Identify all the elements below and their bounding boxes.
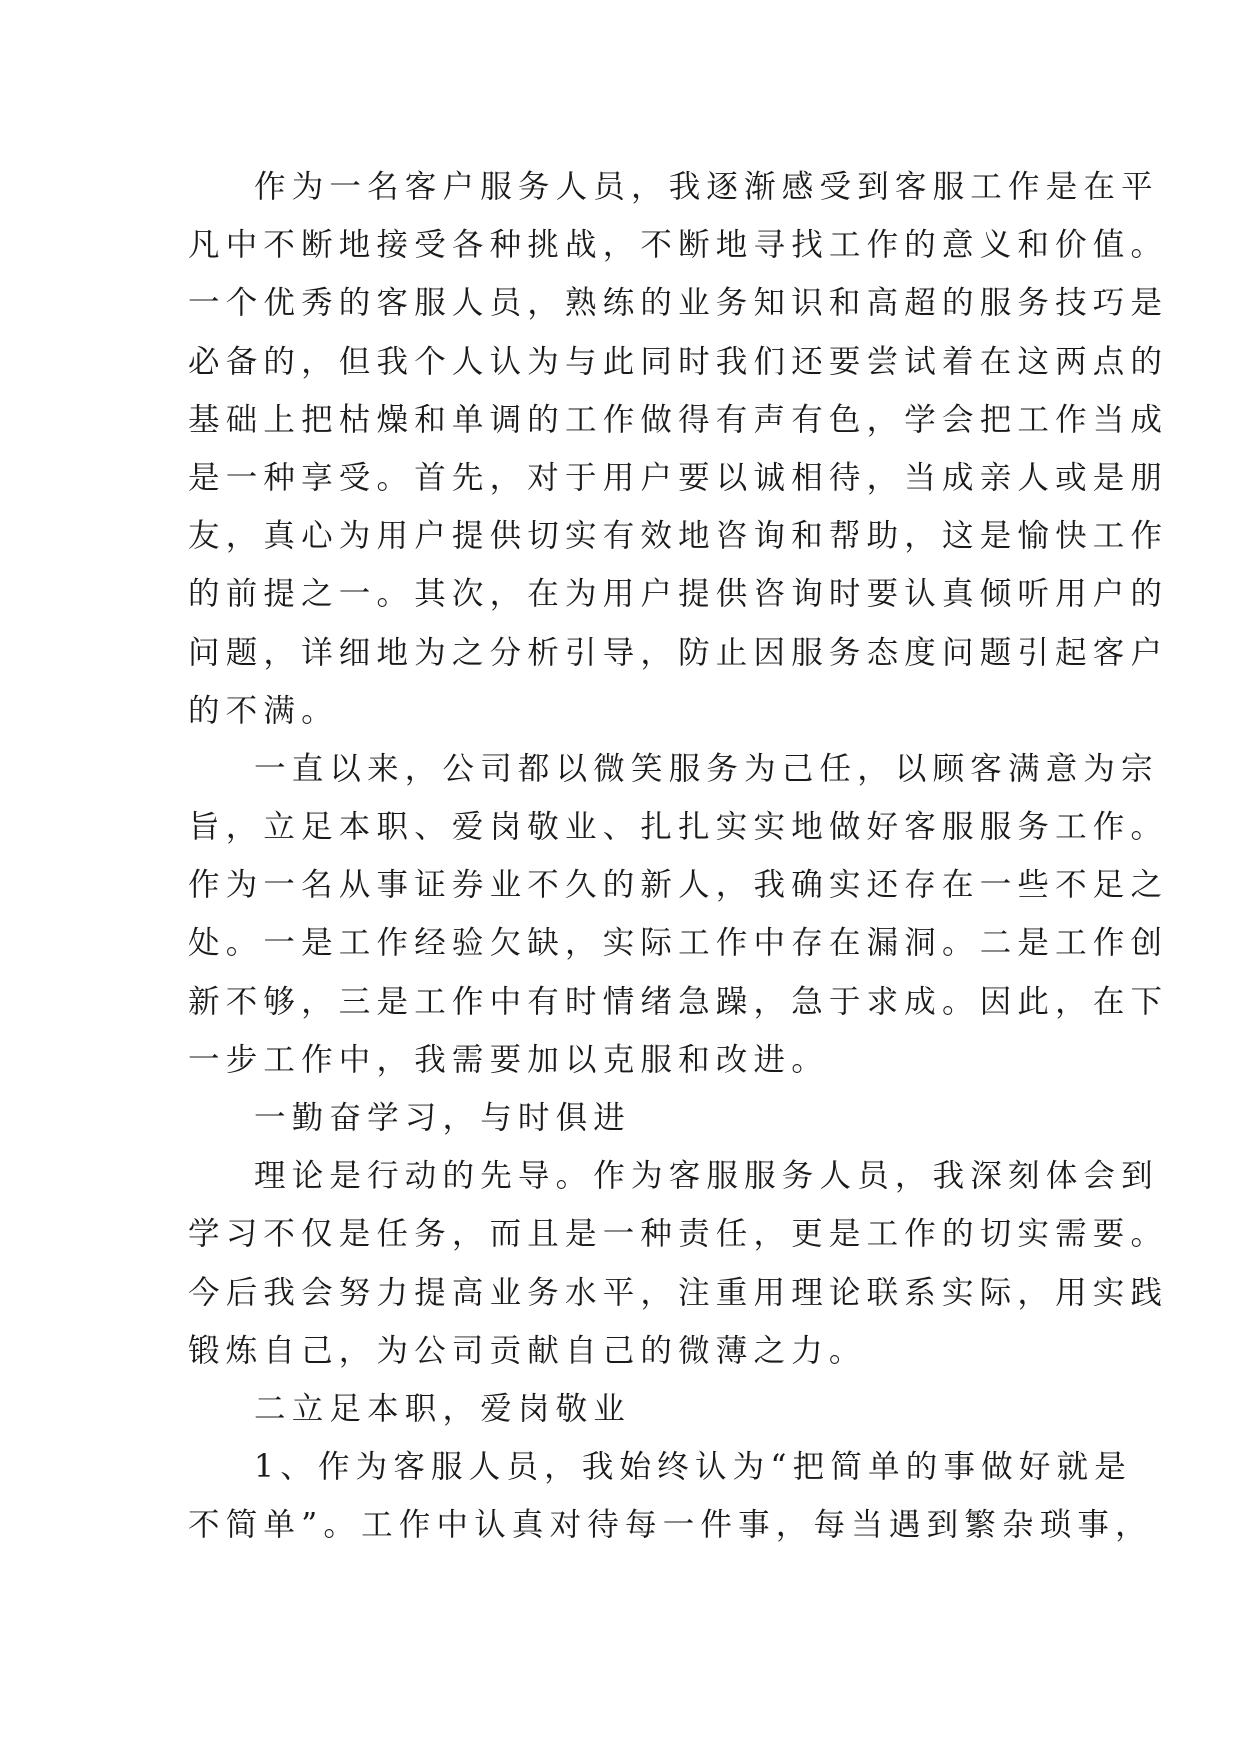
text-line: 必备的，但我个人认为与此同时我们还要尝试着在这两点的 xyxy=(188,343,1169,380)
document-body xyxy=(188,158,1169,1555)
paragraph-shortcomings xyxy=(188,740,1169,1089)
text-line: 一个优秀的客服人员，熟练的业务知识和高超的服务技巧是 xyxy=(188,285,1169,322)
text-line: 的前提之一。其次，在为用户提供咨询时要认真倾听用户的 xyxy=(188,576,1169,613)
text-line: 锻炼自己，为公司贡献自己的微薄之力。 xyxy=(188,1332,867,1369)
text-line: 问题，详细地为之分析引导，防止因服务态度问题引起客户 xyxy=(188,634,1169,671)
paragraph-intro xyxy=(188,158,1169,740)
text-line: 作为一名客户服务人员，我逐渐感受到客服工作是在平 xyxy=(254,169,1159,205)
heading-line: 一勤奋学习，与时俱进 xyxy=(254,1100,632,1136)
text-line: 新不够，三是工作中有时情绪急躁，急于求成。因此，在下 xyxy=(188,983,1169,1020)
text-line: 友，真心为用户提供切实有效地咨询和帮助，这是愉快工作 xyxy=(188,518,1169,555)
text-line: 基础上把枯燥和单调的工作做得有声有色，学会把工作当成 xyxy=(188,401,1169,438)
text-line: 作为一名从事证券业不久的新人，我确实还存在一些不足之 xyxy=(188,867,1169,904)
text-line: 是一种享受。首先，对于用户要以诚相待，当成亲人或是朋 xyxy=(188,459,1169,496)
paragraph-study xyxy=(188,1147,1169,1380)
heading-line: 二立足本职，爱岗敬业 xyxy=(254,1390,632,1427)
text-line: 1、作为客服人员，我始终认为“把简单的事做好就是 xyxy=(254,1449,1132,1486)
text-line: 一步工作中，我需要加以克服和改进。 xyxy=(188,1041,829,1078)
text-line: 旨，立足本职、爱岗敬业、扎扎实实地做好客服服务工作。 xyxy=(188,809,1169,846)
text-line: 的不满。 xyxy=(188,692,339,729)
text-line: 理论是行动的先导。作为客服服务人员，我深刻体会到 xyxy=(254,1158,1159,1195)
text-line: 不简单”。工作中认真对待每一件事，每当遇到繁杂琐事， xyxy=(188,1507,1153,1544)
section-heading-dedication xyxy=(188,1380,1058,1438)
text-line: 学习不仅是任务，而且是一种责任，更是工作的切实需要。 xyxy=(188,1216,1169,1253)
section-heading-study xyxy=(188,1089,1058,1147)
text-line: 一直以来，公司都以微笑服务为己任，以顾客满意为宗 xyxy=(254,750,1159,787)
text-line: 今后我会努力提高业务水平，注重用理论联系实际，用实践 xyxy=(188,1274,1169,1311)
text-line: 凡中不断地接受各种挑战，不断地寻找工作的意义和价值。 xyxy=(188,227,1169,264)
text-line: 处。一是工作经验欠缺，实际工作中存在漏洞。二是工作创 xyxy=(188,925,1169,962)
paragraph-dedication xyxy=(188,1438,1153,1554)
